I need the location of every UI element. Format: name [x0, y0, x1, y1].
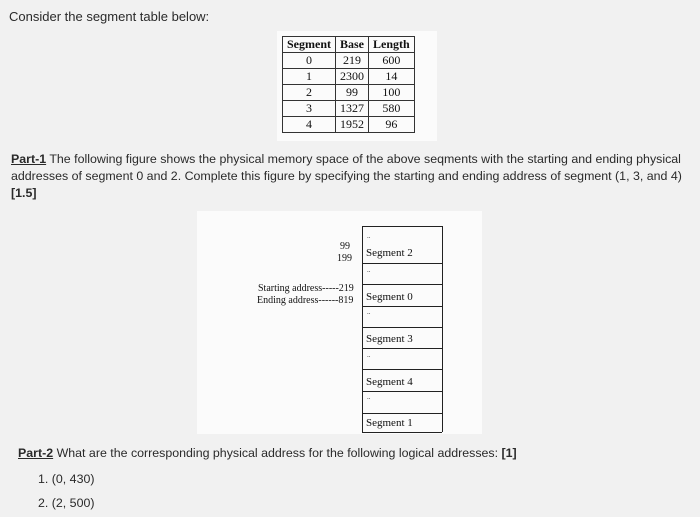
- table-row: [283, 101, 415, 117]
- table-row: [283, 85, 415, 101]
- part1-question: [11, 151, 691, 202]
- intro-text: Consider the segment table below:: [9, 9, 210, 24]
- table-cell: 14: [369, 69, 415, 85]
- memory-divider: [362, 432, 442, 433]
- part1-text: The following figure shows the physical memory space of the above seqments with the starting and ending physical addresses of segment 0 and 2. Complete this figure by specifying the starting and ending address of segment (1, 3, and 4): [11, 152, 682, 183]
- memory-left-border: [362, 226, 363, 432]
- memory-divider: [362, 369, 442, 370]
- seg2-start-address: 99: [340, 241, 350, 252]
- memory-divider: [362, 391, 442, 392]
- segment-0-label: Segment 0: [366, 291, 413, 303]
- segment-3-label: Segment 3: [366, 333, 413, 345]
- col-header-segment: Segment: [283, 37, 336, 53]
- memory-divider: [362, 413, 442, 414]
- table-row: [283, 117, 415, 133]
- seg0-start-address: Starting address-----219: [258, 283, 354, 294]
- dots: ..: [367, 351, 371, 359]
- table-cell: 219: [336, 53, 369, 69]
- list-item: 2. (2, 500): [38, 496, 95, 510]
- seg2-end-address: 199: [337, 253, 352, 264]
- memory-figure: [197, 211, 482, 434]
- dots: ..: [367, 308, 371, 316]
- memory-divider: [362, 327, 442, 328]
- table-cell: 100: [369, 85, 415, 101]
- table-cell: 96: [369, 117, 415, 133]
- dots: ..: [367, 393, 371, 401]
- dots: ..: [367, 232, 371, 240]
- memory-divider: [362, 348, 442, 349]
- segment-table: [282, 36, 415, 133]
- table-cell: 600: [369, 53, 415, 69]
- table-cell: 0: [283, 53, 336, 69]
- segment-table-image: [277, 31, 437, 141]
- memory-divider: [362, 284, 442, 285]
- segment-2-label: Segment 2: [366, 247, 413, 259]
- seg0-end-address: Ending address------819: [257, 295, 354, 306]
- table-cell: 580: [369, 101, 415, 117]
- part1-label: Part-1: [11, 152, 47, 166]
- segment-1-label: Segment 1: [366, 417, 413, 429]
- memory-divider: [362, 263, 442, 264]
- table-cell: 2: [283, 85, 336, 101]
- segment-4-label: Segment 4: [366, 376, 413, 388]
- table-cell: 3: [283, 101, 336, 117]
- table-row: [283, 53, 415, 69]
- table-header-row: [283, 37, 415, 53]
- memory-divider: [362, 306, 442, 307]
- memory-right-border: [442, 226, 443, 432]
- table-row: [283, 69, 415, 85]
- col-header-base: Base: [336, 37, 369, 53]
- table-cell: 4: [283, 117, 336, 133]
- list-item: 1. (0, 430): [38, 472, 95, 486]
- part2-label: Part-2: [18, 446, 54, 460]
- table-cell: 1: [283, 69, 336, 85]
- part2-question: [18, 446, 517, 460]
- part2-text: What are the corresponding physical address for the following logical addresses:: [53, 446, 502, 460]
- part2-marks: [1]: [501, 446, 517, 460]
- table-cell: 1327: [336, 101, 369, 117]
- table-cell: 1952: [336, 117, 369, 133]
- table-cell: 2300: [336, 69, 369, 85]
- col-header-length: Length: [369, 37, 415, 53]
- memory-divider: [362, 226, 442, 227]
- part1-marks: [1.5]: [11, 186, 37, 200]
- table-cell: 99: [336, 85, 369, 101]
- dots: ..: [367, 266, 371, 274]
